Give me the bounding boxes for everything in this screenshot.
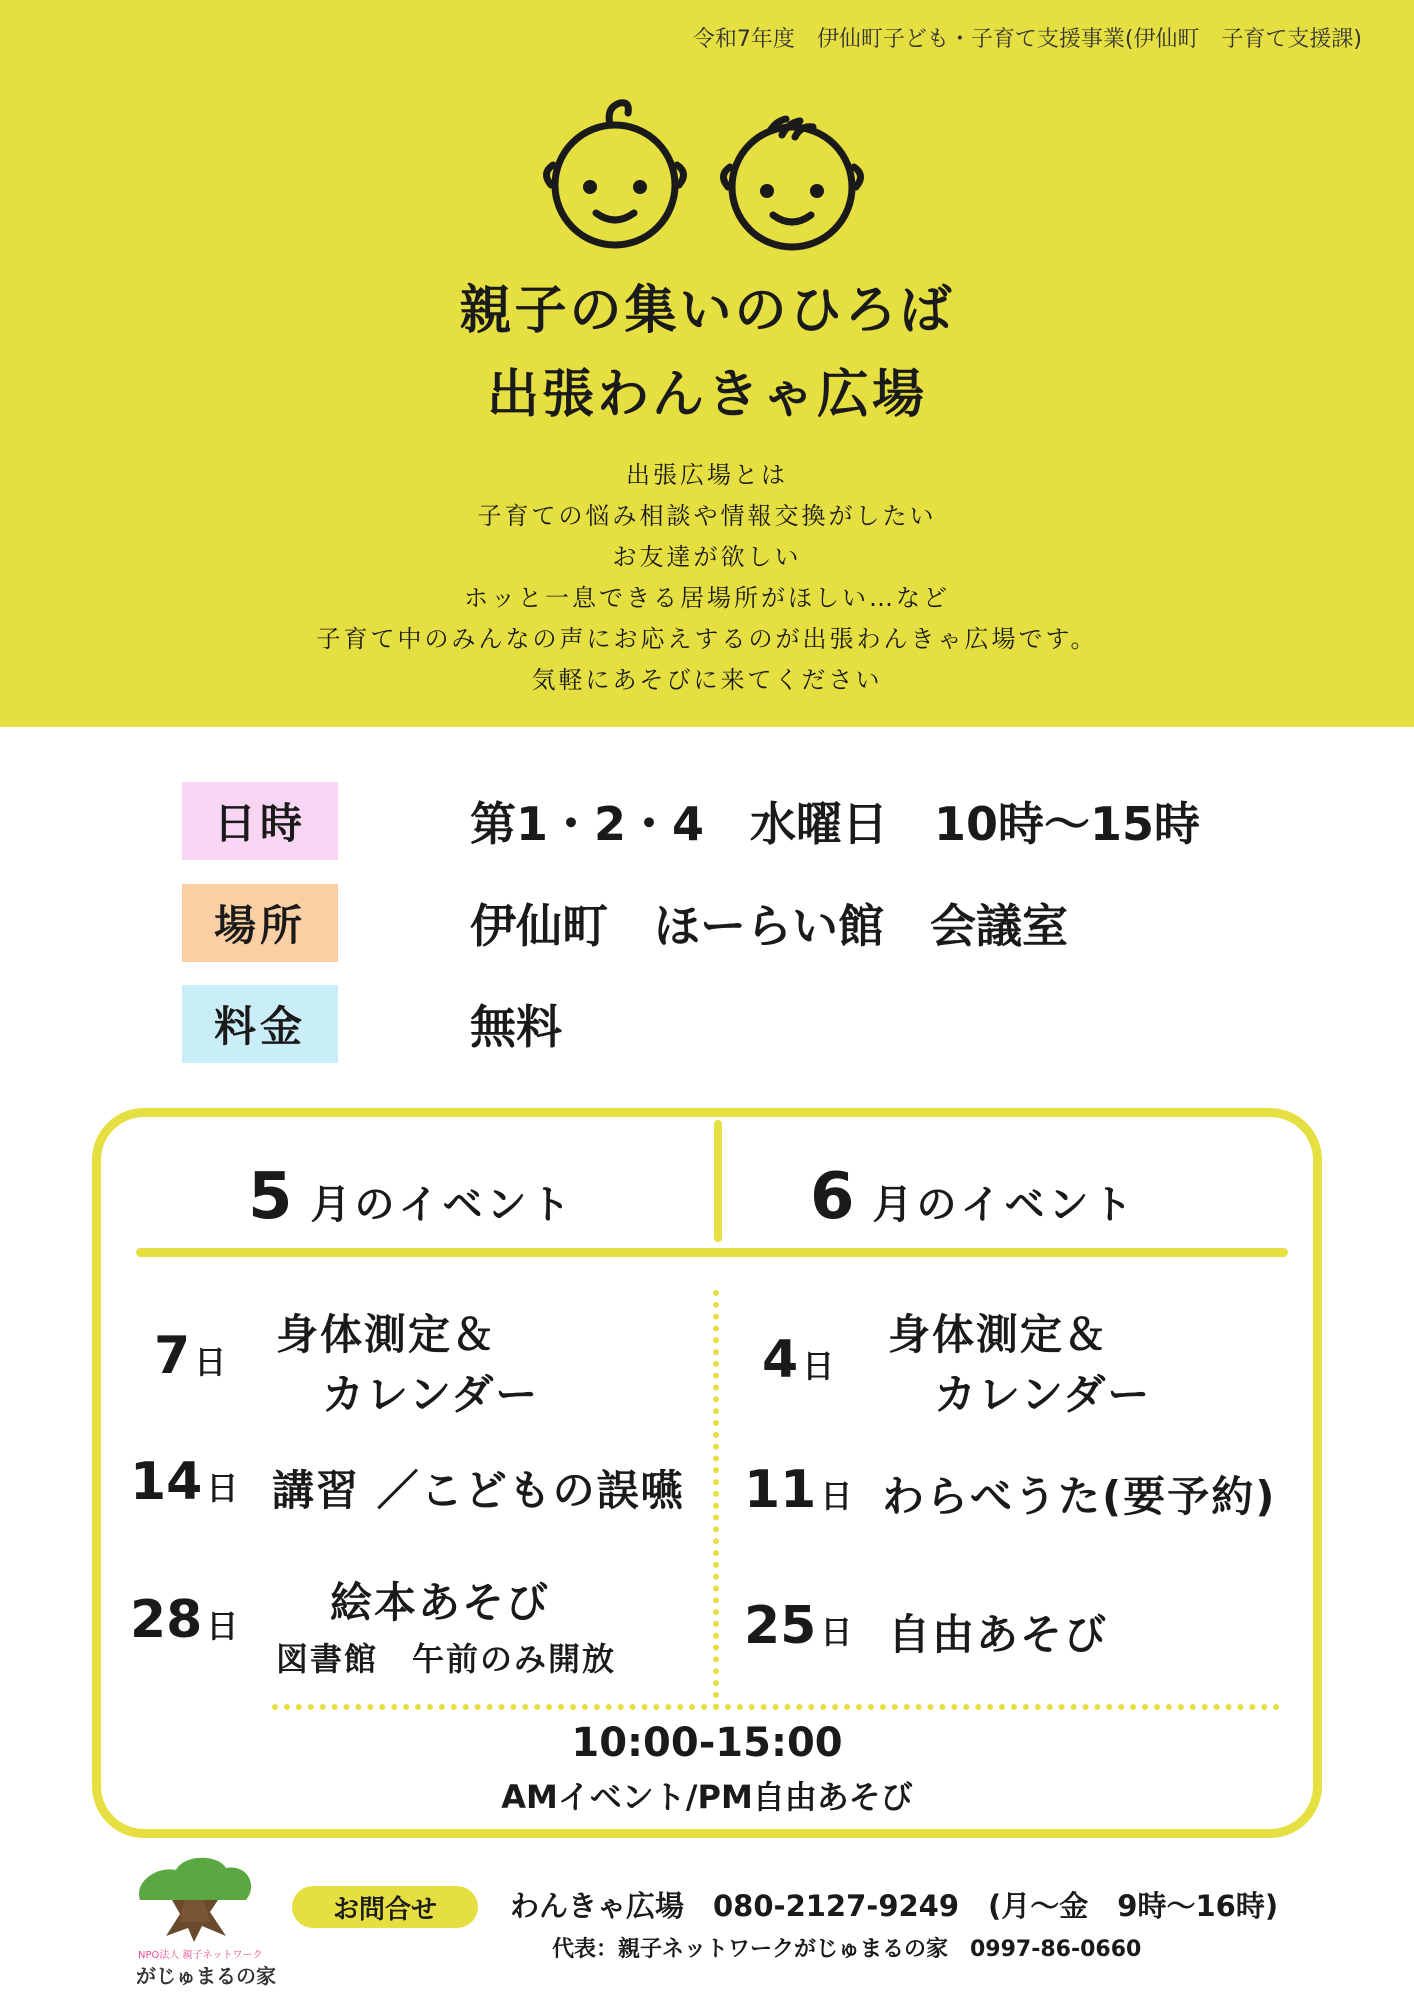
- intro-line: 気軽にあそびに来てください: [531, 666, 883, 694]
- may-event-title: 絵本あそび: [330, 1578, 551, 1627]
- intro-line: 出張広場とは: [626, 461, 788, 489]
- fee-label: 料金: [182, 985, 338, 1063]
- contact-label: お問合せ: [292, 1886, 478, 1928]
- intro-text: [0, 455, 1414, 701]
- may-event-title: 講習 ／こどもの誤嚥: [272, 1466, 685, 1515]
- contact-main: わんきゃ広場 080-2127-9249 (月〜金 9時〜16時): [510, 1889, 1279, 1923]
- june-event-title-cont: カレンダー: [934, 1370, 1152, 1419]
- june-event-title: 自由あそび: [888, 1610, 1109, 1659]
- header-divider: [136, 1248, 1288, 1257]
- intro-line: ホッと一息できる居場所がほしい…など: [464, 584, 950, 612]
- schedule-note: AMイベント/PM自由あそび: [501, 1778, 913, 1816]
- baby-face-right-icon: [723, 119, 860, 247]
- datetime-label: 日時: [182, 782, 338, 860]
- june-event-day: 25 日: [744, 1596, 853, 1656]
- june-event-title: 身体測定＆: [888, 1310, 1109, 1359]
- logo-name: がじゅまるの家: [136, 1964, 276, 1988]
- dotted-column-divider: [713, 1290, 719, 1710]
- event-time: 10:00-15:00: [571, 1720, 843, 1766]
- june-event-day: 11 日: [744, 1460, 853, 1520]
- may-event-title-cont: カレンダー: [322, 1370, 540, 1419]
- may-event-title: 身体測定＆: [276, 1310, 497, 1359]
- june-month-label: 月のイベント: [872, 1182, 1137, 1228]
- baby-face-left-icon: [546, 103, 683, 245]
- logo-org-name: NPO法人 親子ネットワーク: [138, 1950, 263, 1961]
- may-month-number: 5: [248, 1160, 293, 1234]
- may-month-label: 月のイベント: [310, 1182, 575, 1228]
- dotted-row-divider: [272, 1704, 1280, 1710]
- intro-line: 子育ての悩み相談や情報交換がしたい: [477, 502, 937, 530]
- fee-value: 無料: [470, 1000, 562, 1054]
- june-events-title: [810, 1160, 1137, 1234]
- may-event-day: 28 日: [130, 1590, 239, 1650]
- intro-line: 子育て中のみんなの声にお応えするのが出張わんきゃ広場です。: [316, 625, 1098, 653]
- may-event-day: 7 日: [154, 1326, 227, 1386]
- sub-title: 出張わんきゃ広場: [486, 365, 927, 425]
- june-month-number: 6: [810, 1160, 855, 1234]
- june-event-title: わらべうた(要予約): [882, 1472, 1277, 1521]
- datetime-value: 第1・2・4 水曜日 10時〜15時: [470, 797, 1201, 851]
- place-label: 場所: [182, 884, 338, 962]
- may-events-title: [248, 1160, 575, 1234]
- may-event-note: 図書館 午前のみ開放: [276, 1640, 617, 1678]
- place-value: 伊仙町 ほーらい館 会議室: [470, 899, 1068, 953]
- organizer-line: 令和7年度 伊仙町子ども・子育て支援事業(伊仙町 子育て支援課): [692, 27, 1362, 52]
- june-event-day: 4 日: [762, 1330, 835, 1390]
- may-event-day: 14 日: [130, 1452, 239, 1512]
- baby-faces-illustration: [530, 95, 890, 255]
- month-divider: [714, 1120, 722, 1242]
- contact-representative: 代表：親子ネットワークがじゅまるの家 0997-86-0660: [552, 1937, 1142, 1962]
- main-title: 親子の集いのひろば: [459, 281, 955, 341]
- intro-line: お友達が欲しい: [612, 543, 802, 571]
